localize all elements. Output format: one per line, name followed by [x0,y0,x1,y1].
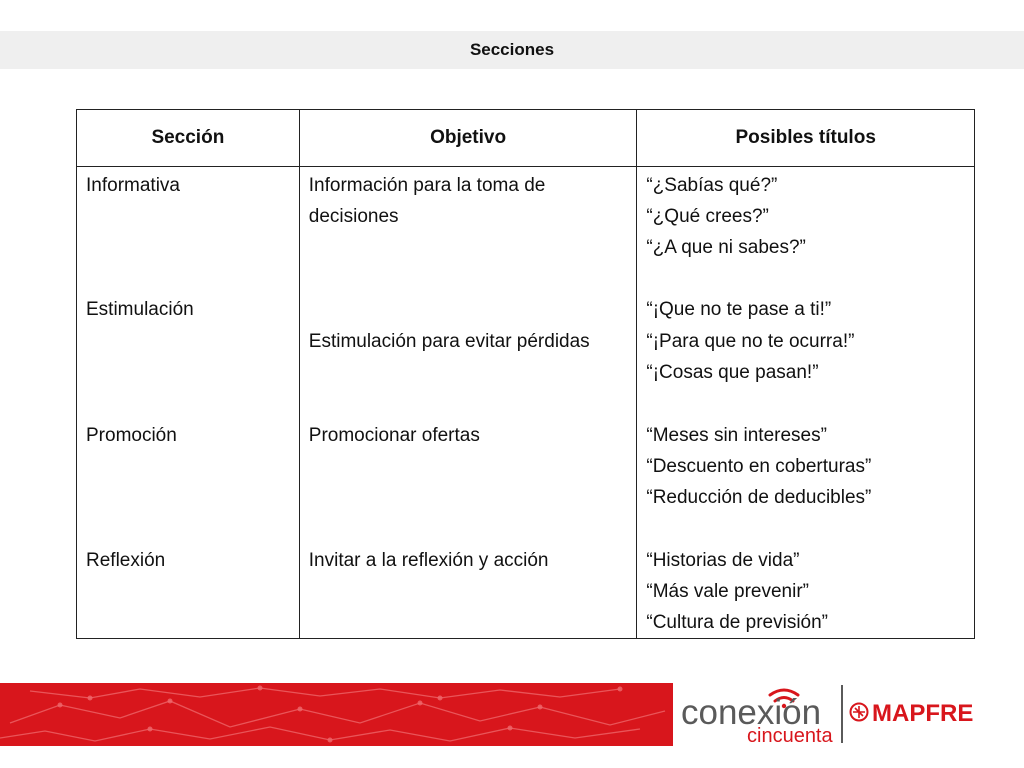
column-header-objetivo: Objetivo [299,110,637,167]
conexion-logo: conexión [681,693,822,732]
titulo-item: “Cultura de previsión” [646,612,829,633]
titulo-item: “¿Qué crees?” [646,206,769,227]
titulo-item: “¡Para que no te ocurra!” [646,331,855,352]
titulo-item: “Descuento en coberturas” [646,456,872,477]
titulo-item: “Historias de vida” [646,550,800,571]
slide-title-bar [0,31,1024,69]
objetivo-informativa-line-1: Información para la toma de [308,175,546,196]
objetivo-cell [299,167,637,639]
seccion-cell [77,167,300,639]
titulo-item: “¿A que ni sabes?” [646,237,806,258]
seccion-informativa: Informativa [86,175,180,196]
seccion-reflexion: Reflexión [86,550,166,571]
titulo-item: “Meses sin intereses” [646,425,827,446]
cincuenta-logo: cincuenta [747,725,833,746]
seccion-estimulacion: Estimulación [86,299,194,320]
mapfre-logo: MAPFRE [872,700,974,727]
seccion-promocion: Promoción [86,425,177,446]
titulo-item: “¿Sabías qué?” [646,175,778,196]
slide-title: Secciones [469,40,555,59]
objetivo-promocion: Promocionar ofertas [308,425,480,446]
objetivo-informativa-line-2: decisiones [308,206,399,227]
objetivo-estimulacion: Estimulación para evitar pérdidas [308,331,590,352]
titulo-item: “¡Cosas que pasan!” [646,362,819,383]
column-header-titulos: Posibles títulos [637,110,975,167]
titulo-item: “Más vale prevenir” [646,581,809,602]
table-header-row [77,110,975,167]
titulo-item: “Reducción de deducibles” [646,487,872,508]
table-row [77,167,975,639]
mapfre-emblem-icon [851,704,868,721]
titulos-cell [637,167,975,639]
footer-branding [0,683,1024,746]
objetivo-reflexion: Invitar a la reflexión y acción [308,550,549,571]
brand-logos [0,683,1024,746]
column-header-seccion: Sección [77,110,300,167]
sections-table [76,109,975,639]
titulo-item: “¡Que no te pase a ti!” [646,299,832,320]
